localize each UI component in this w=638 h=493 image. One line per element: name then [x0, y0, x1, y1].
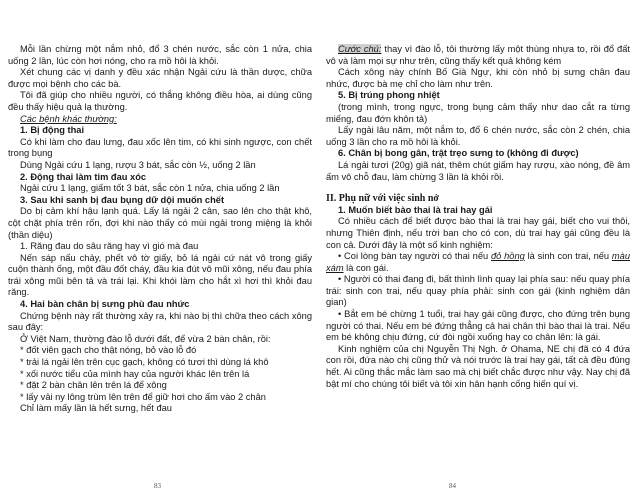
- page-number-right: 84: [449, 482, 456, 490]
- right-paragraph: Lấy ngải lâu năm, một nắm to, đổ 6 chén nước, sắc còn 2 chén, chia uống 3 lần cho ra mồ hôi là khỏi.: [326, 125, 630, 147]
- bullet-baby: • Bắt em bé chừng 1 tuổi, trai hay gái cũng được, cho đứng trên bụng người có thai. Nếu em bé đứng thẳng cả hai chân thì bào thai là trai. Nếu em bé không chịu đứng, cứ đòi ngồi xuống hay co chân lên: là gái.: [326, 309, 630, 343]
- left-paragraph: 3. Sau khi sanh bị đau bụng dữ dội muốn chết: [20, 194, 225, 205]
- bullet-palm-gray: màu xám: [326, 251, 630, 273]
- remedy-paragraphs: [326, 67, 630, 183]
- bullet-turn: • Người có thai đang đi, bất thình lình quay lại phía sau: nếu quay phía trái: sinh con trai, nếu quay phía phải: sinh con gái (kinh nghiệm dân gian): [326, 274, 630, 308]
- right-paragraph: Lá ngải tươi (20g) giã nát, thêm chút giấm hay rượu, xào nóng, đề âm ấm vô chỗ đau, làm chừng 3 lần là khỏi rồi.: [326, 159, 630, 182]
- left-paragraph: Nến sáp nấu chảy, phết vô tờ giấy, bỏ lá ngải cứ nát vô trong giấy cuộn thành ống, một đầu đốt cháy, đầu kia đút vô mũi xông, nếu đau phía trái xông mũi bên tả và trái lại. Khi khói làm cho hắt xì hơi thì khỏi đau răng.: [8, 252, 312, 298]
- spacer: [326, 183, 630, 193]
- left-paragraph: Dùng Ngải cứu 1 lạng, rượu 3 bát, sắc còn ½, uống 2 lần: [20, 159, 256, 170]
- page-number-left: 83: [154, 482, 161, 490]
- left-paragraph: Chứng bệnh này rất thường xảy ra, khi nào bị thì chữa theo cách xông sau đây:: [8, 310, 312, 333]
- right-paragraph: 6. Chân bị bong gân, trật trẹo sưng to (không đi được): [338, 148, 579, 159]
- footnote-paragraph: [326, 44, 630, 67]
- left-paragraph: * đặt 2 bàn chân lên trên lá để xông: [20, 380, 167, 391]
- bullet-palm-text-b: là sinh con trai, nếu: [524, 251, 612, 262]
- left-paragraph: * trải lá ngải lên trên cục gạch, không có tươi thì dùng lá khô: [20, 357, 269, 368]
- left-paragraph: Ở Việt Nam, thường đào lỗ dưới đất, để vừa 2 bàn chân, rồi:: [20, 333, 271, 344]
- left-paragraph: 1. Răng đau do sâu răng hay vì gió mà đau: [20, 241, 199, 252]
- left-page-text: [8, 44, 312, 415]
- bullet-palm-text-a: • Coi lòng bàn tay người có thai nếu: [338, 251, 491, 262]
- footnote-text: thay vì đào lỗ, tôi thường lấy một thùng nhựa to, rồi đổ đất vô và làm mọi sự như trên, cũng thấy kết quả không kém: [326, 44, 630, 66]
- section-heading: II. Phụ nữ với việc sinh nở: [326, 193, 439, 205]
- left-paragraph: 2. Động thai làm tim đau xóc: [20, 171, 147, 182]
- bullet-palm-red: đỏ hồng: [490, 251, 525, 262]
- left-paragraph: 4. Hai bàn chân bị sưng phù đau nhức: [20, 299, 190, 310]
- left-paragraph: 1. Bị động thai: [20, 125, 85, 136]
- sub-heading: 1. Muốn biết bào thai là trai hay gái: [338, 204, 493, 215]
- experience-paragraph: Kinh nghiệm của chị Nguyễn Thị Ngh. ở Ohama, NE chị đã có 4 đứa con rồi, đứa nào chị cũng thử và nói trước là trai hay gái, tất cả đều đúng hết. Ai cũng thắc mắc làm sao mà chị biết chắc được như vậy. Nay chị đã bật mí cho chúng tôi biết và tôi xin hân hạnh cống hiến quí vị.: [326, 343, 630, 389]
- left-paragraph: * lấy vải ny lông trùm lên trên để giữ hơi cho ấm vào 2 chân: [20, 391, 266, 402]
- intro-paragraph: Có nhiều cách để biết được bào thai là trai hay gái, biết cho vui thôi, nhưng Thiên định, nếu trời ban cho có con, dù trai hay gái cũng đều là con cả. Dưới đây là một số kinh nghiệm:: [326, 216, 630, 250]
- footnote-label: Cước chú:: [338, 44, 382, 54]
- left-paragraph: Các bệnh khác thường:: [20, 113, 117, 124]
- right-paragraph: Cách xông này chính Bố Già Ngự, khi còn nhỏ bị sưng chân đau nhức, được bà mẹ chỉ cho làm như trên.: [326, 67, 630, 89]
- right-page-text: [326, 44, 630, 390]
- right-paragraph: 5. Bị trúng phong nhiệt: [338, 90, 440, 101]
- left-paragraph: Xét chung các vị danh y đều xác nhận Ngải cứu là thần dược, chữa được mọi bệnh cho các bà.: [8, 67, 312, 89]
- left-paragraph: Có khi làm cho đau lưng, đau xốc lên tim, có khi sinh ngược, con chết trong bụng: [8, 136, 312, 159]
- bullet-palm-text-c: là con gái.: [343, 262, 389, 273]
- left-paragraph: Tôi đã giúp cho nhiều người, có thắng không điều hòa, ai dùng cũng đều thấy hiệu quả lạ thường.: [8, 90, 312, 112]
- left-paragraph: Do bị cảm khí hậu lạnh quá. Lấy lá ngải 2 cân, sao lên cho thật khô, cột chặt phía trên rốn, đợi khi nào thấy có mùi ngải trong miệng là khỏi (thần diệu): [8, 206, 312, 240]
- right-page: [319, 0, 638, 493]
- left-paragraph: * đốt viên gạch cho thật nóng, bỏ vào lỗ đó: [20, 345, 197, 356]
- left-paragraph: Mỗi lần chừng một nắm nhỏ, đổ 3 chén nước, sắc còn 1 nửa, chia uống 2 lần, lúc còn hơi nóng, cho ra mồ hôi là khỏi.: [8, 44, 312, 66]
- left-paragraph: Chỉ làm mấy lần là hết sưng, hết đau: [20, 403, 172, 414]
- left-paragraph: Ngải cứu 1 lạng, giấm tốt 3 bát, sắc còn 1 nửa, chia uống 2 lần: [20, 183, 280, 194]
- left-paragraph: * xối nước tiểu của mình hay của người khác lên trên lá: [20, 368, 250, 379]
- bullet-palm: [326, 251, 630, 274]
- right-paragraph: (trong mình, trong ngực, trong bụng cảm thấy như dao cắt ra từng miếng, đau đớn khôn tả): [326, 101, 630, 124]
